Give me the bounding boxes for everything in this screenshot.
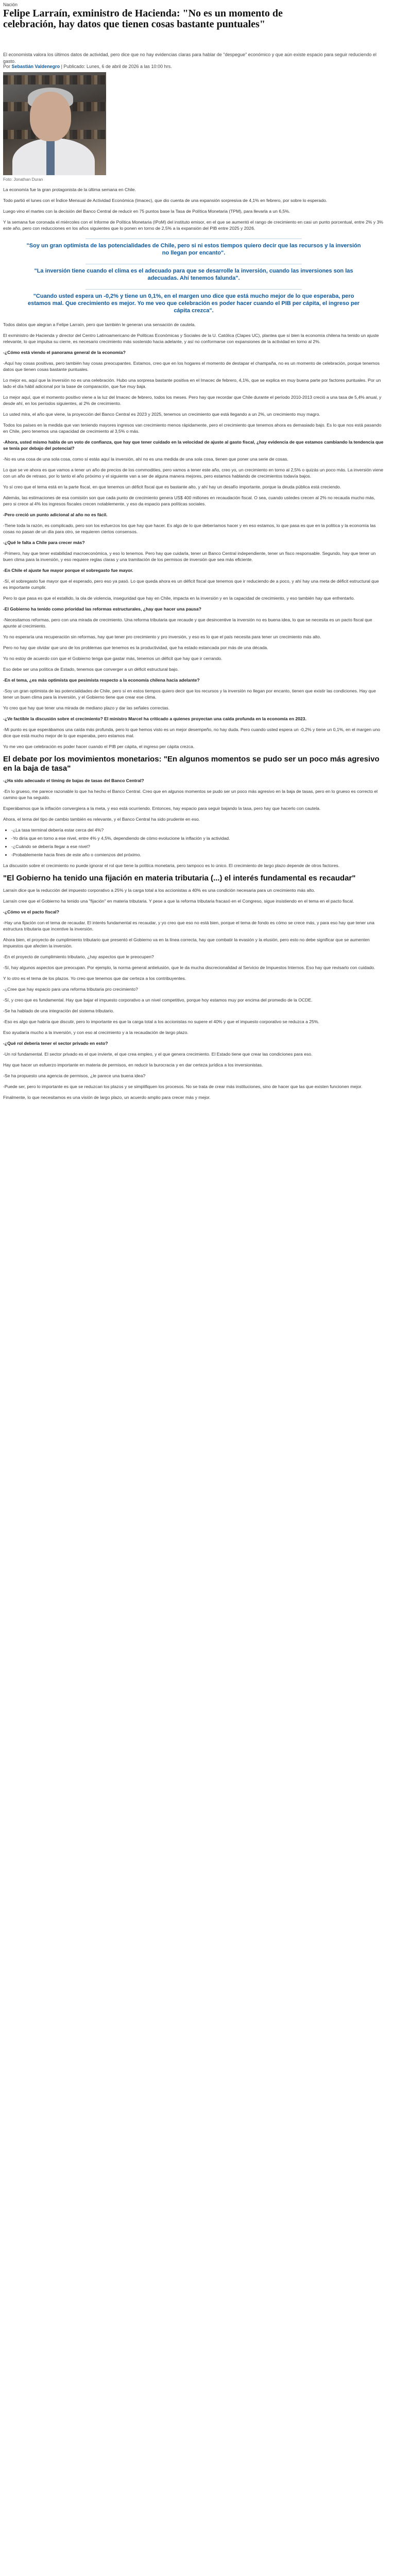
portrait-photo — [3, 72, 106, 175]
body-paragraph: -Soy un gran optimista de las potencialidades de Chile, pero sí en estos tiempos quiero decir que los recursos y la inversión no llegan por encanto, tienen que existir las condiciones. Hay que tener un buen clima para la inversión, y el Gobierno tiene que crear ese clima. — [3, 688, 376, 700]
qa-list — [11, 827, 384, 858]
body-paragraph: Lo mejor es, aquí que la inversión no es una celebración. Hubo una sorpresa bastante positiva en el Imacec de febrero, 4,1%, que se explica en muy buena parte por factores puntuales. Por un lado el día hábil adicional por la base de comparación, que fue muy baja. — [3, 378, 381, 389]
body-paragraph: Y la semana fue coronada el miércoles con el Informe de Política Monetaria (IPoM) del instituto emisor, en el que se aumentó el rango de crecimiento en casi un punto porcentual, entre 2% y 3% este año, pero con reducciones en los años siguientes que lo ponen en torno de 2,5% a la expansión del PIB entre 2025 y 2026. — [3, 219, 383, 231]
list-item: • -¿La tasa terminal debería estar cerca del 4%? — [11, 827, 384, 833]
body-paragraph: Larraín dice que la reducción del impuesto corporativo a 25% y la carga total a los accionistas a 40% es una condición necesaria para un crecimiento más alto. — [3, 888, 315, 893]
body-paragraph: Lo usted mira, el año que viene, la proyección del Banco Central es 2023 y 2025, tenemos un crecimiento que está llegando a un 2%, un crecimiento muy magro. — [3, 412, 320, 417]
pull-quote-divider — [86, 289, 302, 290]
body-paragraph: -Eso es algo que habría que discutir, pero lo importante es que la carga total a los accionistas no supere el 40% y que el impuesto corporativo se reduzca a 25%. — [3, 1019, 319, 1024]
body-paragraph: -Se ha hablado de una integración del sistema tributario. — [3, 1008, 114, 1013]
body-paragraph: Además, las estimaciones de esa comisión son que cada punto de crecimiento genera US$ 400 millones en recaudación fiscal. O sea, cuando ustedes crecen al 2% no recauda mucho más, pero si crece al 4% los ingresos fiscales crecen notablemente, y eso da espacio para políticas sociales. — [3, 495, 375, 506]
pull-quote — [24, 264, 364, 282]
body-paragraph: -Puede ser, pero lo importante es que se reduzcan los plazos y se simplifiquen los procesos. No se trata de crear más instituciones, sino de hacer que las que existen funcionen mejor. — [3, 1084, 363, 1089]
body-paragraph: -¿Cree que hay espacio para una reforma tributaria pro crecimiento? — [3, 987, 138, 992]
interview-question: -¿Qué rol debería tener el sector privado en esto? — [3, 1041, 108, 1046]
pull-quote-text: "Soy un gran optimista de las potencialidades de Chile, pero si ni estos tiempos quiero decir que las recursos y la inversión no llegan por encanto". — [26, 243, 361, 256]
byline — [3, 64, 172, 69]
body-paragraph: -Se ha propuesto una agencia de permisos, ¿le parece una buena idea? — [3, 1073, 146, 1078]
person-tie — [46, 140, 55, 175]
section-heading: El debate por los movimientos monetarios: "En algunos momentos se pudo ser un poco más agresivo en la baja de tasa" — [3, 755, 380, 773]
body-paragraph: Todos los países en la medida que van teniendo mayores ingresos van crecimiento menos rápidamente, pero el crecimiento que tenemos ahora es demasiado bajo. Es lo que nos está pasando en Chile, pero tenemos una capacidad de crecimiento al 3,5% o más. — [3, 422, 382, 434]
interview-question: -¿Qué le falta a Chile para crecer más? — [3, 540, 85, 545]
body-paragraph: -Sí, el sobregasto fue mayor que el esperado, pero eso ya pasó. Lo que queda ahora es un déficit fiscal que tenemos que ir reduciendo de a poco, y ahí hay una meta de déficit estructural que es importante cumplir. — [3, 579, 379, 590]
body-paragraph: La economía fue la gran protagonista de la última semana en Chile. — [3, 187, 136, 192]
photo-caption: Foto: Jonathan Duran — [3, 177, 43, 182]
interview-question: -¿Ha sido adecuado el timing de bajas de tasas del Banco Central? — [3, 778, 144, 783]
body-paragraph: -Aquí hay cosas positivas, pero también hay cosas preocupantes. Estamos, creo que en los hogares el momento de destapar el champaña, no es un momento de celebración, porque tenemos datos que tienen cosas bastante puntuales. — [3, 361, 380, 372]
body-paragraph: Hay que hacer un esfuerzo importante en materia de permisos, en reducir la burocracia y en dar certeza jurídica a los inversionistas. — [3, 1062, 263, 1067]
body-paragraph: Yo sí creo que el tema está en la parte fiscal, en que tenemos un déficit fiscal que es bastante alto, y ahí hay un desafío importante, porque la deuda pública está creciendo. — [3, 484, 341, 489]
body-paragraph: -Necesitamos reformas, pero con una mirada de crecimiento. Una reforma tributaria que recaude y que desincentive la inversión no es buena idea, lo que se necesita es un pacto fiscal que apunte al crecimiento. — [3, 617, 372, 629]
byline-prefix: Por — [3, 64, 11, 69]
pull-quote-text: "La inversión tiene cuando el clima es el adecuado para que se desarrolle la inversión, cuando las inversiones son las adecuadas. Ahí tenemos falunda". — [34, 268, 353, 281]
body-paragraph: El exministro de Hacienda y director del Centro Latinoamericano de Políticas Económicas y Sociales de la U. Católica (Clapes UC), plantea que sí bien la economía chilena ha tenido un ajuste relevante, lo que impulsa su cierre, es necesario crecimiento más sostenido hacia adelante, y así no conformarse con expansiones de la actividad en torno al 2%. — [3, 333, 379, 344]
body-paragraph: -Mi punto es que esperábamos una caída más profunda, pero lo que hemos visto es un mejor desempeño, no hay duda. Pero cuando usted espera un -0,2% y tiene un 0,1%, en el margen uno dice que está mucho mejor de lo que esperaba, pero estamos mal. — [3, 727, 380, 738]
body-paragraph: Yo creo que hay que tener una mirada de mediano plazo y dar las señales correctas. — [3, 705, 170, 710]
list-item: • -¿Cuándo se debería llegar a ese nivel? — [11, 843, 384, 850]
interview-question: -¿Cómo está viendo el panorama general de la economía? — [3, 350, 126, 355]
body-paragraph: Finalmente, lo que necesitamos es una visión de largo plazo, un acuerdo amplio para crecer más y mejor. — [3, 1095, 211, 1100]
body-paragraph: Esperábamos que la inflación convergiera a la meta, y eso está ocurriendo. Entonces, hay espacio para seguir bajando la tasa, pero hay que hacerlo con cautela. — [3, 806, 321, 811]
interview-question: -Ahora, usted mismo habla de un voto de confianza, que hay que tener cuidado en la velocidad de ajuste al gasto fiscal, ¿hay evidencia de que estamos cambiando la tendencia que se tenía por debajo del potencial? — [3, 439, 384, 451]
section-label[interactable]: Nación — [3, 2, 18, 7]
interview-question: -En el tema, ¿es más optimista que pesimista respecto a la economía chilena hacia adelante? — [3, 677, 200, 683]
pull-quote — [24, 289, 364, 314]
author-link[interactable]: Sebastián Valdenegro — [11, 64, 60, 69]
interview-question: -¿Ve factible la discusión sobre el crecimiento? El ministro Marcel ha criticado a quienes proyectan una caída profunda en la economía en 2023. — [3, 716, 306, 721]
body-paragraph: -En lo grueso, me parece razonable lo que ha hecho el Banco Central. Creo que en algunos momentos se pudo ser un poco más agresivo en la baja de tasas, pero en lo grueso es correcto el camino que ha seguido. — [3, 789, 378, 800]
body-paragraph: -Tiene toda la razón, es complicado, pero son los esfuerzos los que hay que hacer. Es algo de lo que deberíamos hacer y en eso estamos, lo que pasa es que en la política y la economía las cosas no pasan de un día para otro, se requieren ciertos consensos. — [3, 523, 376, 534]
body-paragraph: -Hay una fijación con el tema de recaudar. El interés fundamental es recaudar, y yo creo que eso no está bien, porque el tema de fondo es cómo se crece más, y para eso hay que tener una estructura tributaria que incentive la inversión. — [3, 920, 374, 931]
body-paragraph: Yo no esperaría una recuperación sin reformas, hay que tener pro crecimiento y pro inversión, y eso es lo que el país necesita para tener un crecimiento más alto. — [3, 634, 321, 639]
interview-question: -¿Cómo ve el pacto fiscal? — [3, 909, 59, 914]
body-paragraph: Yo me veo que celebración es poder hacer cuando el PIB per cápita, el ingreso per cápita crezca. — [3, 744, 195, 749]
list-item: • -Probablemente hacia fines de este año o comienzos del próximo. — [11, 852, 384, 858]
section-heading: "El Gobierno ha tenido una fijación en materia tributaria (...) el interés fundamental es recaudar" — [3, 874, 356, 883]
body-paragraph: -Primero, hay que tener estabilidad macroeconómica, y eso lo tenemos. Pero hay que cuidarla, tener un Banco Central independiente, tener un fisco responsable. Segundo, hay que tener un buen clima para la inversión, y eso requiere reglas claras y una tramitación de los permisos de inversión que sea más eficiente. — [3, 551, 376, 562]
bookshelf-decoration — [3, 75, 106, 84]
body-paragraph: Todos datos que alegran a Felipe Larraín, pero que también le generan una sensación de cautela. — [3, 322, 196, 327]
body-paragraph: Larraín cree que el Gobierno ha tenido una "fijación" en materia tributaria. Y pese a que la reforma tributaria fracasó en el Congreso, sigue insistiendo en el tema en el pacto fiscal. — [3, 899, 354, 904]
body-paragraph: -Sí, y creo que es fundamental. Hay que bajar el impuesto corporativo a un nivel competitivo, porque hoy estamos muy por encima del promedio de la OCDE. — [3, 997, 313, 1003]
list-item: • -Yo diría que en torno a ese nivel, entre 4% y 4,5%, dependiendo de cómo evolucione la inflación y la actividad. — [11, 835, 384, 841]
body-paragraph: -Sí, hay algunos aspectos que preocupan. Por ejemplo, la norma general antielusión, que le da mucha discrecionalidad al Servicio de Impuestos Internos. Eso hay que revisarlo con cuidado. — [3, 965, 375, 970]
body-paragraph: La discusión sobre el crecimiento no puede ignorar el rol que tiene la política monetaria, pero tampoco es lo único. El crecimiento de largo plazo depende de otros factores. — [3, 863, 340, 868]
pull-quote-text: "Cuando usted espera un -0,2% y tiene un 0,1%, en el margen uno dice que está mucho mejor de lo que esperaba, pero estamos mal. Que crecimiento es mejor. Yo me veo que celebración es poder hacer cuando el PIB per cápita, el ingreso per cápita crezca". — [28, 293, 360, 314]
body-paragraph: Lo mejor aquí, que el momento positivo viene a la luz del Imacec de febrero, todos los meses. Pero hay que recordar que Chile durante el período 2010-2013 creció a una tasa de 5,4% anual, y desde ahí, en los períodos siguientes, al 2% de crecimiento. — [3, 395, 382, 406]
body-paragraph: Todo partió el lunes con el Índice Mensual de Actividad Económica (Imacec), que dio cuenta de una expansión sorpresiva de 4,1% en febrero, por sobre lo esperado. — [3, 198, 328, 203]
body-paragraph: -Un rol fundamental. El sector privado es el que invierte, el que crea empleo, y el que genera crecimiento. El Estado tiene que crear las condiciones para eso. — [3, 1052, 313, 1057]
body-paragraph: Yo no estoy de acuerdo con que el Gobierno tenga que gastar más, tenemos un déficit que hay que ir cerrando. — [3, 656, 223, 661]
interview-question: -En Chile el ajuste fue mayor porque el sobregasto fue mayor. — [3, 568, 133, 573]
article-body — [3, 187, 384, 1105]
person-face — [30, 92, 71, 141]
body-paragraph: Ahora, el tema del tipo de cambio también es relevante, y el Banco Central ha sido prudente en eso. — [3, 817, 200, 822]
lead-paragraph: El economista valora los últimos datos de actividad, pero dice que no hay evidencias claras para hablar de "despegue" económico y que aún existe espacio para seguir reduciendo el gasto. — [3, 52, 377, 64]
pull-quote — [24, 239, 364, 257]
body-paragraph: Eso debe ser una política de Estado, tenemos que converger a un déficit estructural bajo. — [3, 667, 179, 672]
headline: Felipe Larraín, exministro de Hacienda: "No es un momento de celebración, hay datos que tienen cosas bastante puntuales" — [3, 8, 283, 30]
body-paragraph: Eso ayudaría mucho a la inversión, y con eso al crecimiento y a la recaudación de largo plazo. — [3, 1030, 189, 1035]
body-paragraph: -No es una cosa de una sola cosa, como sí estás aquí la inversión, ahí no es una medida de una sola cosa, tienen que poner una serie de cosas. — [3, 456, 288, 462]
body-paragraph: -En el proyecto de cumplimiento tributario, ¿hay aspectos que le preocupen? — [3, 954, 154, 959]
body-paragraph: Luego vino el martes con la decisión del Banco Central de reducir en 75 puntos base la Tasa de Política Monetaria (TPM), para llevarla a un 6,5%. — [3, 209, 291, 214]
body-paragraph: Y lo otro es el tema de los plazos. Yo creo que tenemos que dar certeza a los contribuyentes. — [3, 976, 186, 981]
interview-question: -El Gobierno ha tenido como prioridad las reformas estructurales, ¿hay que hacer una pausa? — [3, 606, 201, 612]
byline-date: | Publicado: Lunes, 6 de abril de 2026 a las 10:00 hrs. — [61, 64, 172, 69]
interview-question: -Pero creció un punto adicional al año no es fácil. — [3, 512, 108, 517]
body-paragraph: Pero no hay que olvidar que uno de los problemas que tenemos es la productividad, que ha estado estancada por más de una década. — [3, 645, 268, 650]
body-paragraph: Pero lo que pasa es que el estallido, la ola de violencia, inseguridad que hay en Chile, impacta en la inversión y en la capacidad de crecimiento, y eso también hay que enfrentarlo. — [3, 596, 355, 601]
body-paragraph: Ahora bien, el proyecto de cumplimiento tributario que presentó el Gobierno va en la línea correcta, hay que combatir la evasión y la elusión, pero esto no debe significar que se aumenten impuestos que afecten la inversión. — [3, 937, 370, 948]
body-paragraph: Lo que se ve ahora es que vamos a tener un año de precios de los commodities, pero vamos a tener este año, creo yo, un crecimiento en torno al 2,5% o quizás un poco más. La inversión viene con un año de retraso, por lo tanto el año próximo y el siguiente van a ser de alguna manera mejores, pero estamos hablando de crecimientos todavía bajos. — [3, 467, 384, 479]
